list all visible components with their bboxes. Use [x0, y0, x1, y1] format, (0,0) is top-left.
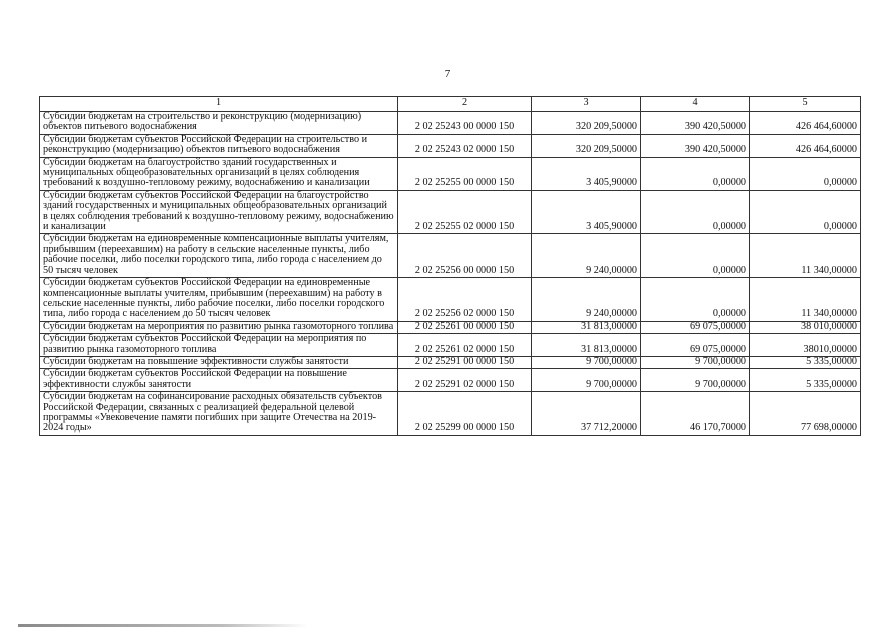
row-name: Субсидии бюджетам на единовременные компенсационные выплаты учителям, прибывшим (переехавшим) на работу в сельские населенные пункты, либо рабочие поселки, либо поселки городского типа, либо города с населением до 50 тысяч человек — [40, 234, 398, 278]
row-name: Субсидии бюджетам на мероприятия по развитию рынка газомоторного топлива — [40, 321, 398, 333]
row-value-4: 46 170,70000 — [641, 392, 750, 436]
row-name: Субсидии бюджетам субъектов Российской Федерации на повышение эффективности службы занятости — [40, 369, 398, 392]
row-code: 2 02 25255 02 0000 150 — [398, 190, 532, 234]
row-name: Субсидии бюджетам на повышение эффективности службы занятости — [40, 356, 398, 368]
row-value-4: 0,00000 — [641, 157, 750, 190]
row-value-5: 0,00000 — [750, 190, 861, 234]
row-value-5: 426 464,60000 — [750, 112, 861, 135]
row-value-3: 3 405,90000 — [532, 190, 641, 234]
table-header-row — [40, 97, 861, 112]
row-value-4: 0,00000 — [641, 190, 750, 234]
row-value-5: 38 010,00000 — [750, 321, 861, 333]
column-header: 5 — [750, 97, 861, 112]
scan-edge-mark — [18, 624, 308, 627]
row-code: 2 02 25255 00 0000 150 — [398, 157, 532, 190]
table-row — [40, 392, 861, 436]
table-row — [40, 356, 861, 368]
budget-revenue-table — [39, 96, 861, 436]
row-value-5: 11 340,00000 — [750, 278, 861, 322]
row-code: 2 02 25291 00 0000 150 — [398, 356, 532, 368]
row-value-3: 31 813,00000 — [532, 321, 641, 333]
row-code: 2 02 25243 00 0000 150 — [398, 112, 532, 135]
row-value-5: 5 335,00000 — [750, 369, 861, 392]
table-row — [40, 369, 861, 392]
row-code: 2 02 25261 02 0000 150 — [398, 334, 532, 357]
row-value-4: 9 700,00000 — [641, 369, 750, 392]
column-header: 4 — [641, 97, 750, 112]
row-name: Субсидии бюджетам субъектов Российской Федерации на мероприятия по развитию рынка газомоторного топлива — [40, 334, 398, 357]
row-value-3: 320 209,50000 — [532, 112, 641, 135]
row-code: 2 02 25256 00 0000 150 — [398, 234, 532, 278]
table-row — [40, 334, 861, 357]
table-row — [40, 112, 861, 135]
row-value-5: 11 340,00000 — [750, 234, 861, 278]
table-row — [40, 134, 861, 157]
row-name: Субсидии бюджетам на строительство и реконструкцию (модернизацию) объектов питьевого водоснабжения — [40, 112, 398, 135]
row-value-4: 69 075,00000 — [641, 321, 750, 333]
row-code: 2 02 25243 02 0000 150 — [398, 134, 532, 157]
row-code: 2 02 25299 00 0000 150 — [398, 392, 532, 436]
row-value-5: 426 464,60000 — [750, 134, 861, 157]
row-value-4: 390 420,50000 — [641, 134, 750, 157]
row-code: 2 02 25291 02 0000 150 — [398, 369, 532, 392]
row-value-5: 77 698,00000 — [750, 392, 861, 436]
row-value-5: 0,00000 — [750, 157, 861, 190]
row-value-3: 9 700,00000 — [532, 356, 641, 368]
table-row — [40, 190, 861, 234]
row-name: Субсидии бюджетам на софинансирование расходных обязательств субъектов Российской Федерации, связанных с реализацией федеральной целевой программы «Увековечение памяти погибших при защите Отечества на 2019-2024 годы» — [40, 392, 398, 436]
row-value-5: 38010,00000 — [750, 334, 861, 357]
row-value-3: 9 240,00000 — [532, 234, 641, 278]
row-code: 2 02 25261 00 0000 150 — [398, 321, 532, 333]
row-code: 2 02 25256 02 0000 150 — [398, 278, 532, 322]
column-header: 2 — [398, 97, 532, 112]
table-row — [40, 321, 861, 333]
row-value-4: 9 700,00000 — [641, 356, 750, 368]
table-row — [40, 278, 861, 322]
row-name: Субсидии бюджетам на благоустройство зданий государственных и муниципальных общеобразовательных организаций в целях соблюдения требований к воздушно-тепловому режиму, водоснабжению и канализации — [40, 157, 398, 190]
row-value-3: 9 700,00000 — [532, 369, 641, 392]
page-number: 7 — [444, 68, 451, 80]
row-value-4: 0,00000 — [641, 278, 750, 322]
row-value-3: 31 813,00000 — [532, 334, 641, 357]
column-header: 1 — [40, 97, 398, 112]
row-value-3: 9 240,00000 — [532, 278, 641, 322]
row-value-3: 37 712,20000 — [532, 392, 641, 436]
row-value-3: 3 405,90000 — [532, 157, 641, 190]
table-row — [40, 157, 861, 190]
row-name: Субсидии бюджетам субъектов Российской Федерации на благоустройство зданий государственных и муниципальных общеобразовательных организаций в целях соблюдения требований к воздушно-тепловому режиму, водоснабжению и канализации — [40, 190, 398, 234]
column-header: 3 — [532, 97, 641, 112]
row-value-4: 69 075,00000 — [641, 334, 750, 357]
row-value-4: 390 420,50000 — [641, 112, 750, 135]
row-value-4: 0,00000 — [641, 234, 750, 278]
row-value-5: 5 335,00000 — [750, 356, 861, 368]
row-value-3: 320 209,50000 — [532, 134, 641, 157]
row-name: Субсидии бюджетам субъектов Российской Федерации на строительство и реконструкцию (модернизацию) объектов питьевого водоснабжения — [40, 134, 398, 157]
table-row — [40, 234, 861, 278]
row-name: Субсидии бюджетам субъектов Российской Федерации на единовременные компенсационные выплаты учителям, прибывшим (переехавшим) на работу в сельские населенные пункты, либо рабочие поселки, либо поселки городского типа, либо города с населением до 50 тысяч человек — [40, 278, 398, 322]
